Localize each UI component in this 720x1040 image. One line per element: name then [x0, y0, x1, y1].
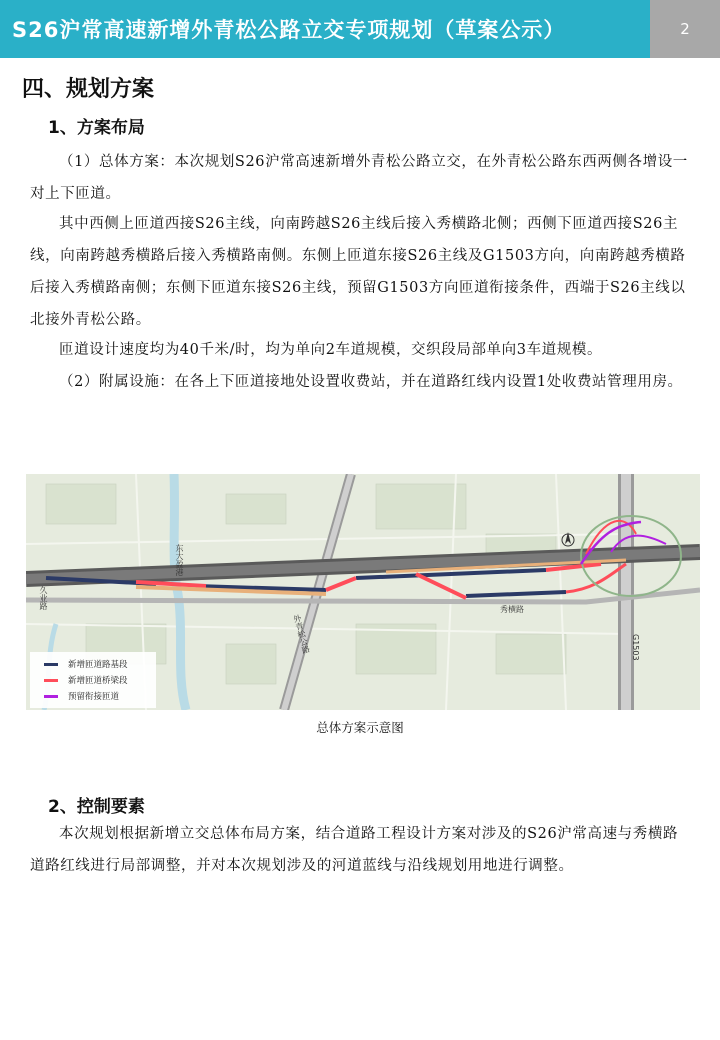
road-label-west: 久业路 — [39, 586, 48, 610]
road-label-main: 外青松公路 — [291, 613, 312, 655]
figure-caption: 总体方案示意图 — [316, 720, 404, 735]
paragraph-design-speed: 匝道设计速度均为40千米/时，均为单向2车道规模，交织段局部单向3车道规模。 — [59, 342, 603, 358]
road-label-east: 秀横路 — [500, 605, 524, 614]
section-title: 四、规划方案 — [22, 77, 155, 102]
map-legend — [30, 652, 156, 708]
subsection-title-control: 2、控制要素 — [48, 797, 145, 817]
document-title: S26沪常高速新增外青松公路立交专项规划（草案公示） — [12, 18, 566, 42]
legend-swatch-purple — [44, 695, 58, 698]
paragraph-control-elements: 本次规划根据新增立交总体布局方案，结合道路工程设计方案对涉及的S26沪常高速与秀横路道路红线进行局部调整，并对本次规划涉及的河道蓝线与沿线规划用地进行调整。 — [30, 826, 679, 874]
legend-label: 新增匝道桥梁段 — [68, 676, 128, 686]
legend-swatch-navy — [44, 663, 58, 666]
expressway-label: G1503 — [631, 634, 640, 661]
paragraph-ramp-details: 其中西侧上匝道西接S26主线，向南跨越S26主线后接入秀横路北侧；西侧下匝道西接S26主线，向南跨越秀横路后接入秀横路南侧。东侧上匝道东接S26主线及G1503方向，向南跨越秀横路后接入秀横路南侧；东侧下匝道东接S26主线，预留G1503方向匝道衔接条件，西端于S26主线以北接外青松公路。 — [30, 216, 686, 328]
legend-item-subgrade — [44, 658, 128, 672]
paragraph-facilities: （2）附属设施：在各上下匝道接地处设置收费站，并在道路红线内设置1处收费站管理用房。 — [59, 374, 683, 390]
paragraph-overall-plan: （1）总体方案：本次规划S26沪常高速新增外青松公路立交，在外青松公路东西两侧各增设一对上下匝道。 — [30, 154, 688, 202]
header-bar — [0, 0, 720, 58]
river-label: 东大盈港 — [175, 544, 184, 576]
page-number: 2 — [650, 0, 720, 58]
legend-item-bridge — [44, 674, 128, 688]
legend-swatch-red — [44, 679, 58, 682]
legend-item-reserved — [44, 690, 119, 704]
legend-label: 新增匝道路基段 — [68, 660, 128, 670]
legend-label: 预留衔接匝道 — [68, 692, 120, 702]
subsection-title-layout: 1、方案布局 — [48, 118, 145, 138]
